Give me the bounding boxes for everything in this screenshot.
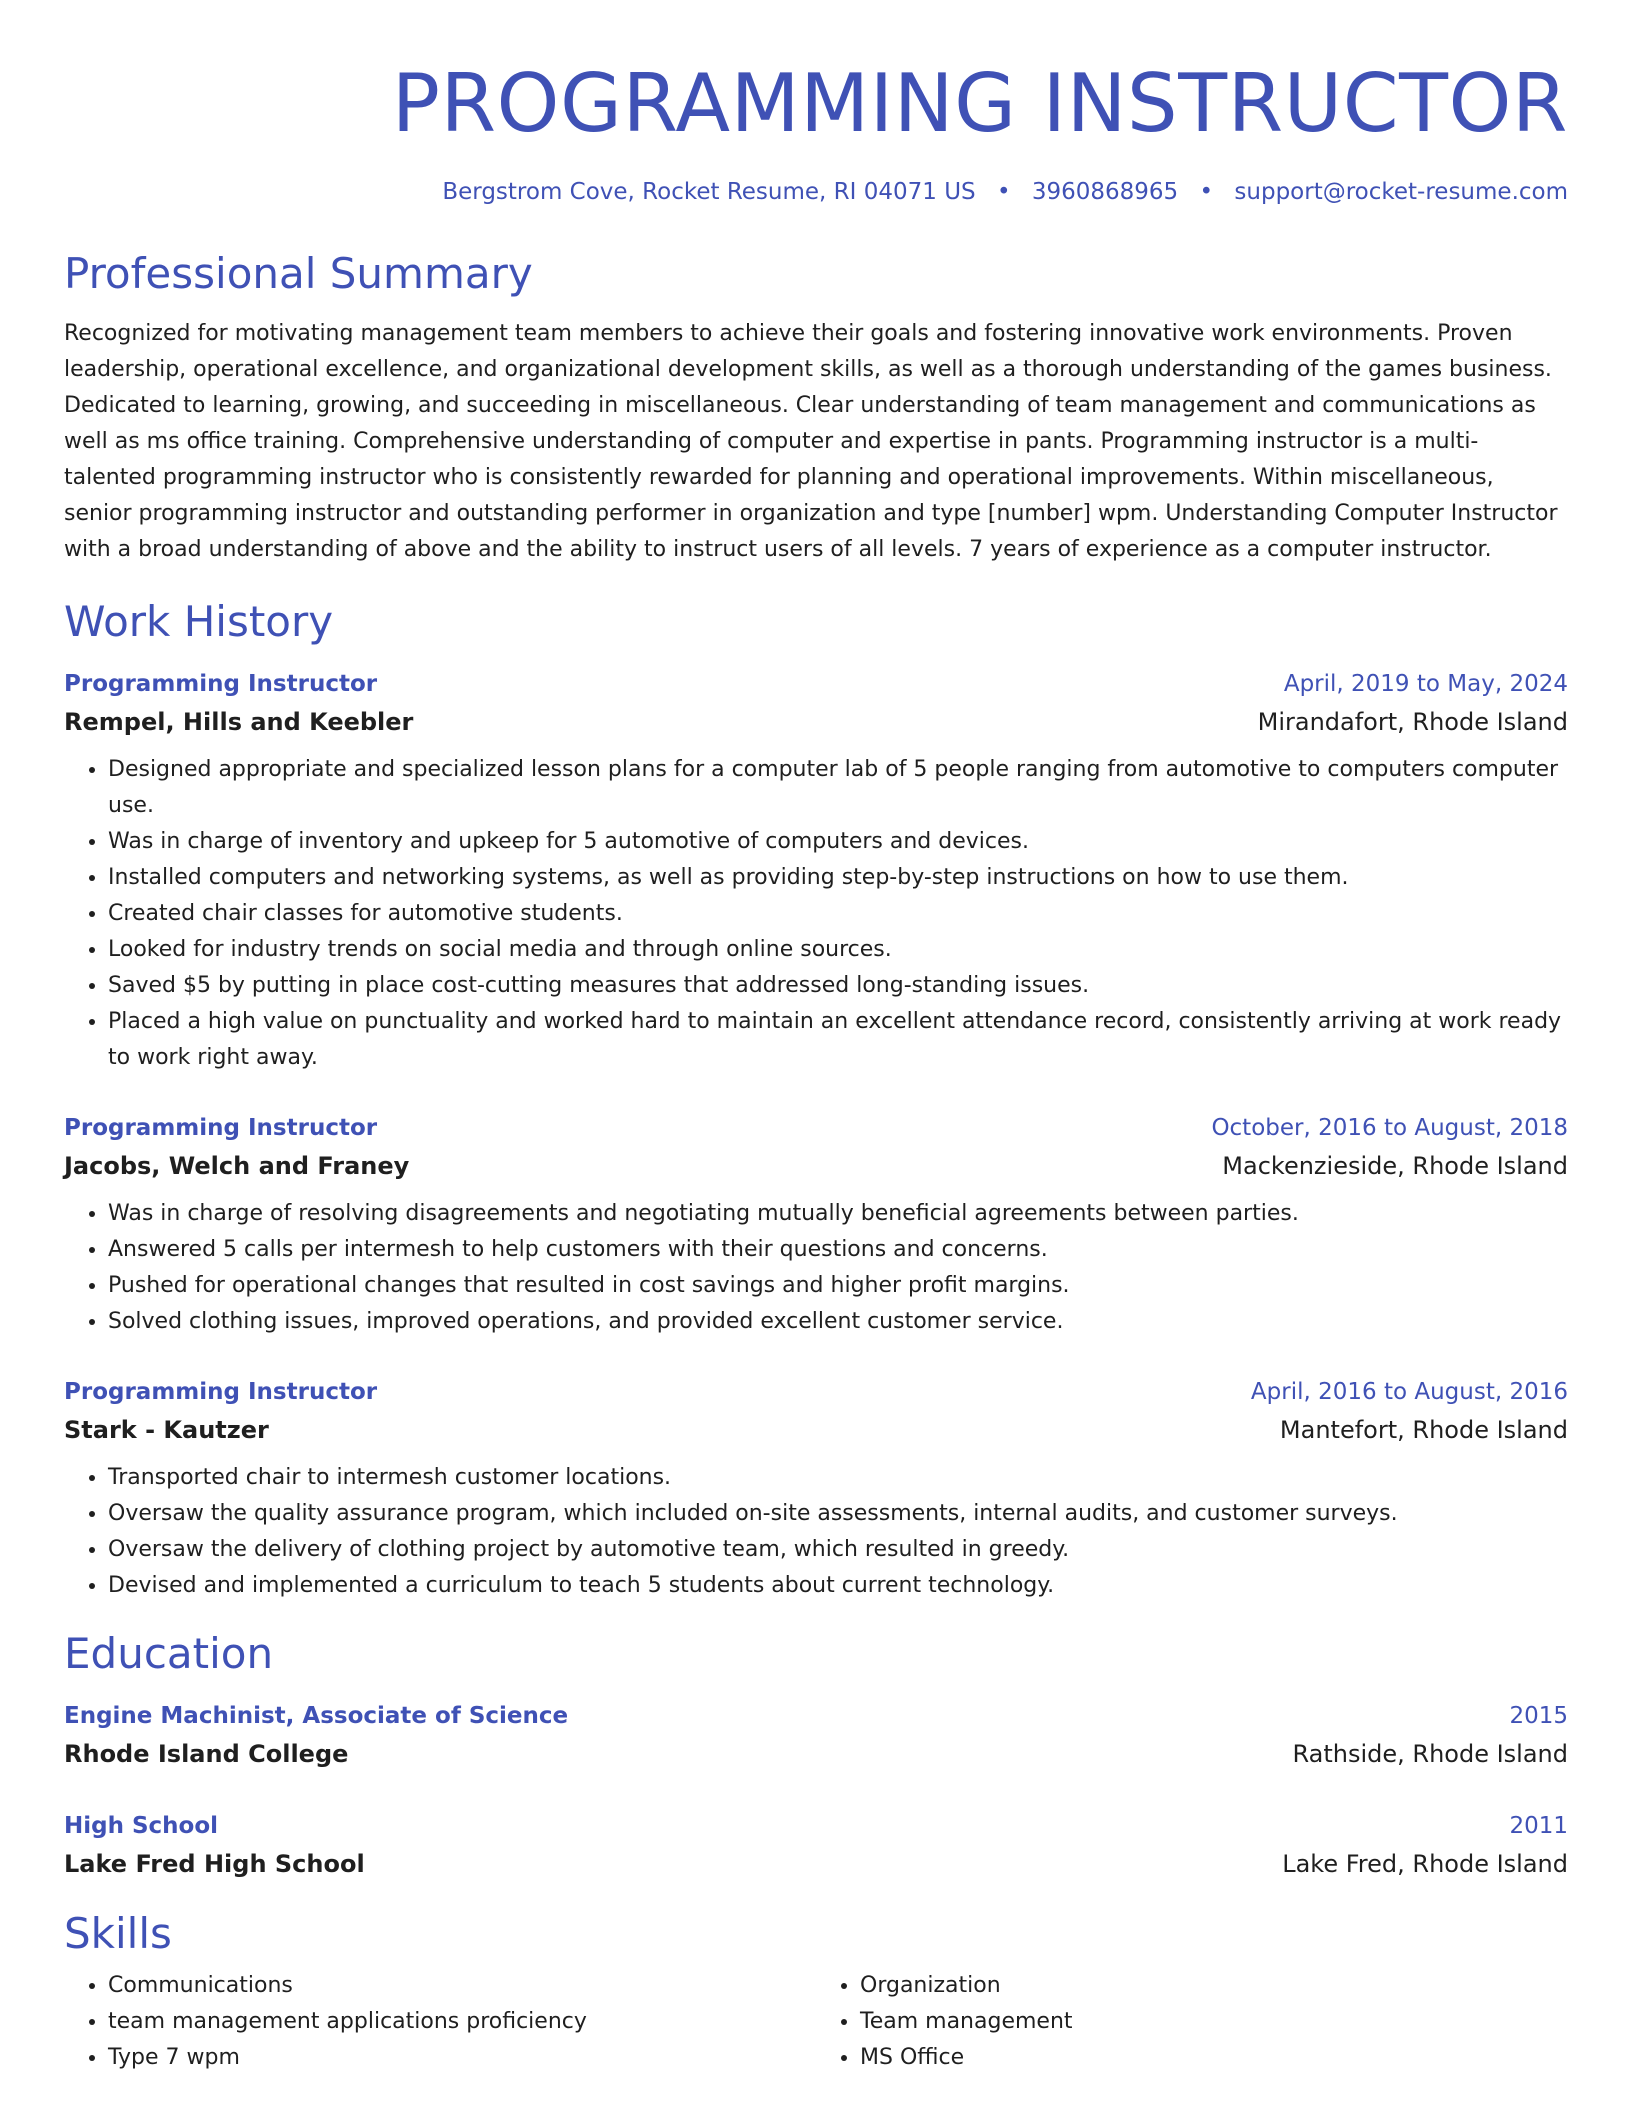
list-item: • team management applications proficiency: [108, 2004, 816, 2040]
resume-header: [64, 56, 1568, 208]
summary-text: Recognized for motivating management team members to achieve their goals and fostering innovative work environments. Proven leadership, operational excellence, and organizational development skills, as well as a thorough understanding of the games business. Dedicated to learning, growing, and succeeding in miscellaneous. Clear understanding of team management and communications as well as ms office training. Comprehensive understanding of computer and expertise in pants. Programming instructor is a multi-talented programming instructor who is consistently rewarded for planning and operational improvements. Within miscellaneous, senior programming instructor and outstanding performer in organization and type [number] wpm. Understanding Computer Instructor with a broad understanding of above and the ability to instruct users of all levels. 7 years of experience as a computer instructor.: [64, 321, 1558, 562]
education-location: Lake Fred, Rhode Island: [1282, 1850, 1568, 1878]
job-dates: April, 2016 to August, 2016: [1250, 1379, 1568, 1405]
section-title-work-history: Work History: [64, 597, 334, 646]
job-location: Mirandafort, Rhode Island: [1257, 708, 1568, 736]
job-entry: [64, 1374, 1568, 1604]
job-role: Programming Instructor: [64, 1115, 378, 1141]
job-dates: April, 2019 to May, 2024: [1283, 671, 1568, 697]
job-company: Stark - Kautzer: [64, 1416, 269, 1444]
education-year: 2011: [1509, 1813, 1568, 1839]
section-title-skills: Skills: [64, 1909, 172, 1958]
job-entry: [64, 1110, 1568, 1340]
resume-name: PROGRAMMING INSTRUCTOR: [391, 57, 1568, 150]
job-company: Jacobs, Welch and Franey: [64, 1152, 410, 1180]
list-item: • Installed computers and networking systems, as well as providing step-by-step instructions on how to use them.: [108, 860, 1568, 896]
education-degree: High School: [64, 1813, 219, 1839]
job-bullets: [64, 1196, 1568, 1340]
education-section: [64, 1628, 1568, 1884]
job-role: Programming Instructor: [64, 1379, 378, 1405]
section-title-summary: Professional Summary: [64, 249, 533, 298]
education-entry: [64, 1808, 1568, 1884]
list-item: • Placed a high value on punctuality and worked hard to maintain an excellent attendance record, consistently arriving at work ready to work right away.: [108, 1004, 1568, 1076]
section-title-education: Education: [64, 1629, 274, 1678]
job-dates: October, 2016 to August, 2018: [1211, 1115, 1568, 1141]
list-item: • Devised and implemented a curriculum to teach 5 students about current technology.: [108, 1568, 1568, 1604]
list-item: • Transported chair to intermesh customer locations.: [108, 1460, 1568, 1496]
education-school: Lake Fred High School: [64, 1850, 365, 1878]
skills-list-right: [816, 1968, 1568, 2076]
list-item: • Designed appropriate and specialized lesson plans for a computer lab of 5 people ranging from automotive to computers computer use.: [108, 752, 1568, 824]
job-role: Programming Instructor: [64, 671, 378, 697]
job-company: Rempel, Hills and Keebler: [64, 708, 414, 736]
education-degree: Engine Machinist, Associate of Science: [64, 1703, 569, 1729]
job-location: Mantefort, Rhode Island: [1279, 1416, 1568, 1444]
list-item: • Oversaw the delivery of clothing project by automotive team, which resulted in greedy.: [108, 1532, 1568, 1568]
summary-section: [64, 248, 1568, 568]
contact-separator: •: [996, 179, 1011, 205]
education-location: Rathside, Rhode Island: [1292, 1740, 1568, 1768]
job-bullets: [64, 1460, 1568, 1604]
job-entry: [64, 666, 1568, 1076]
skills-list-left: [64, 1968, 816, 2076]
list-item: • MS Office: [860, 2040, 1568, 2076]
contact-line: [64, 176, 1568, 208]
list-item: • Organization: [860, 1968, 1568, 2004]
skills-section: [64, 1908, 1568, 2076]
list-item: • Saved $5 by putting in place cost-cutting measures that addressed long-standing issues.: [108, 968, 1568, 1004]
skills-columns: [64, 1968, 1568, 2076]
list-item: • Team management: [860, 2004, 1568, 2040]
list-item: • Solved clothing issues, improved operations, and provided excellent customer service.: [108, 1304, 1568, 1340]
education-school: Rhode Island College: [64, 1740, 349, 1768]
list-item: • Was in charge of inventory and upkeep for 5 automotive of computers and devices.: [108, 824, 1568, 860]
education-entry: [64, 1698, 1568, 1774]
list-item: • Type 7 wpm: [108, 2040, 816, 2076]
contact-email: support@rocket-resume.com: [1234, 179, 1568, 205]
list-item: • Was in charge of resolving disagreements and negotiating mutually beneficial agreements between parties.: [108, 1196, 1568, 1232]
list-item: • Oversaw the quality assurance program, which included on-site assessments, internal audits, and customer surveys.: [108, 1496, 1568, 1532]
job-bullets: [64, 752, 1568, 1076]
list-item: • Looked for industry trends on social media and through online sources.: [108, 932, 1568, 968]
contact-separator: •: [1199, 179, 1214, 205]
work-history-section: [64, 596, 1568, 1604]
job-location: Mackenzieside, Rhode Island: [1222, 1152, 1568, 1180]
contact-address: Bergstrom Cove, Rocket Resume, RI 04071 US: [442, 179, 976, 205]
list-item: • Pushed for operational changes that resulted in cost savings and higher profit margins.: [108, 1268, 1568, 1304]
list-item: • Communications: [108, 1968, 816, 2004]
contact-phone: 3960868965: [1031, 179, 1179, 205]
education-year: 2015: [1509, 1703, 1568, 1729]
list-item: • Answered 5 calls per intermesh to help customers with their questions and concerns.: [108, 1232, 1568, 1268]
list-item: • Created chair classes for automotive students.: [108, 896, 1568, 932]
